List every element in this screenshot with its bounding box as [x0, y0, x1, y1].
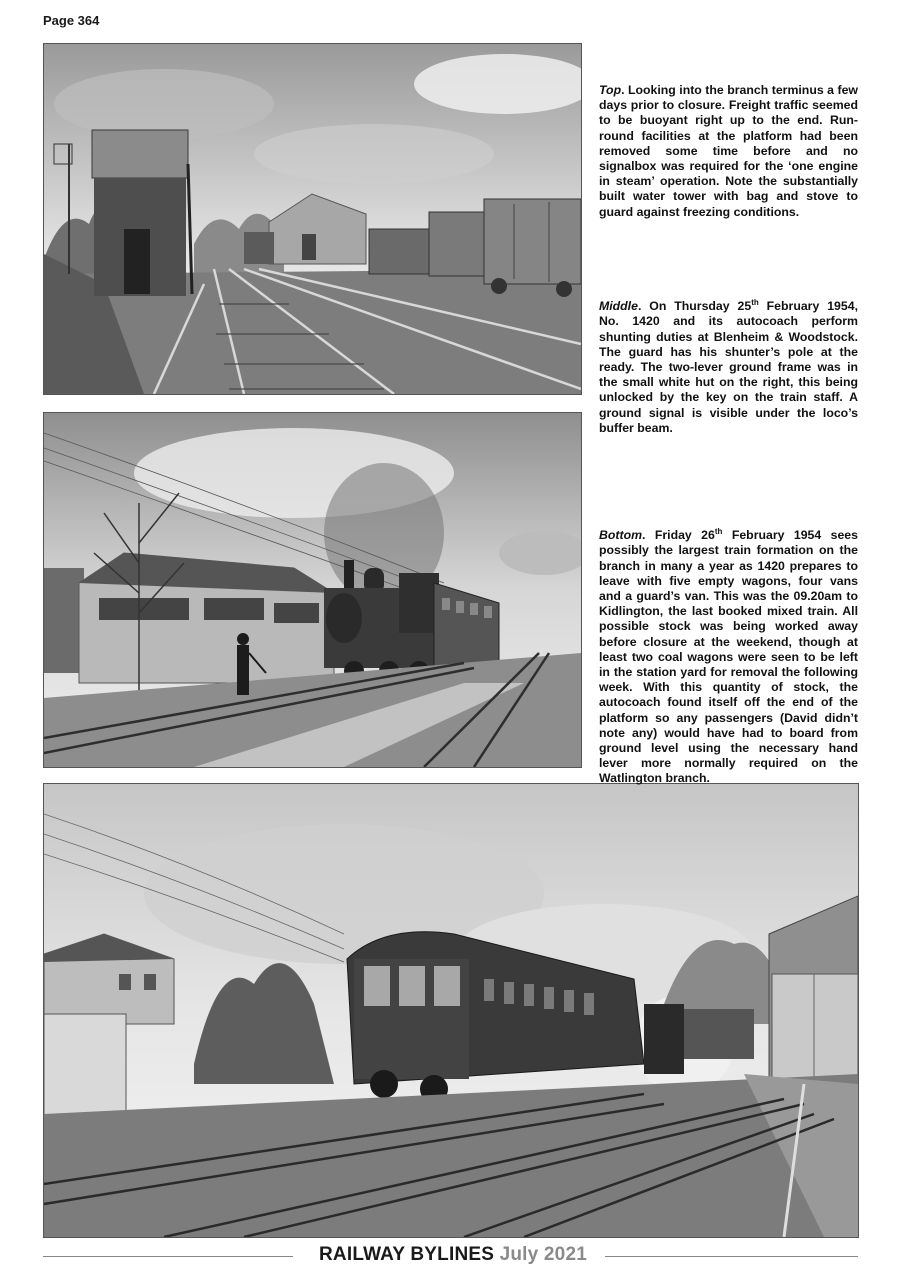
caption-middle-text-b: February 1954, No. 1420 and its autocoach perform shunting duties at Blenheim & Woodstock. The guard has his shunter’s pole at the ready. The two-lever ground frame was in the small white hut on the right, this being unlocked by the key on the train staff. A ground signal is visible under the loco’s buffer beam. [599, 299, 858, 435]
photo-1420-leaving [43, 783, 859, 1238]
caption-bottom [599, 524, 858, 787]
caption-bottom-sup: th [714, 527, 723, 536]
caption-middle [599, 295, 858, 436]
caption-bottom-text-a: . Friday 26 [642, 528, 715, 543]
footer-masthead [0, 1244, 906, 1266]
photo-branch-terminus [43, 43, 582, 395]
caption-middle-sup: th [751, 298, 759, 307]
caption-top-lead: Top [599, 83, 622, 97]
caption-middle-text-a: . On Thursday 25 [637, 299, 752, 314]
caption-middle-lead: Middle [599, 299, 638, 314]
caption-top [599, 83, 858, 220]
photo-1420-shunting [43, 412, 582, 768]
footer-brand: RAILWAY BYLINES [319, 1244, 495, 1265]
page-number: Page 364 [43, 13, 100, 28]
caption-bottom-lead: Bottom [599, 528, 643, 543]
footer-issue: July 2021 [499, 1244, 587, 1265]
caption-bottom-text-b: February 1954 sees possibly the largest train formation on the branch in many a year as 1420 prepares to leave with five empty wagons, four vans and a guard’s van. This was the 09.20am to Kidlington, the last booked mixed train. All possible stock was being worked away before closure at the weekend, though at least two coal wagons were seen to be left in the station yard for removal the following week. With this quantity of stock, the autocoach found itself off the end of the platform so any passengers (David didn’t note any) would have had to board from ground level using the necessary hand lever more normally required on the Watlington branch. [599, 528, 858, 786]
caption-top-text: . Looking into the branch terminus a few days prior to closure. Freight traffic seemed to be buoyant right up to the end. Run-round facilities at the platform had been removed some time before and no signalbox was required for the ‘one engine in steam’ operation. Note the substantially built water tower with bag and stove to guard against freezing conditions. [599, 83, 858, 219]
